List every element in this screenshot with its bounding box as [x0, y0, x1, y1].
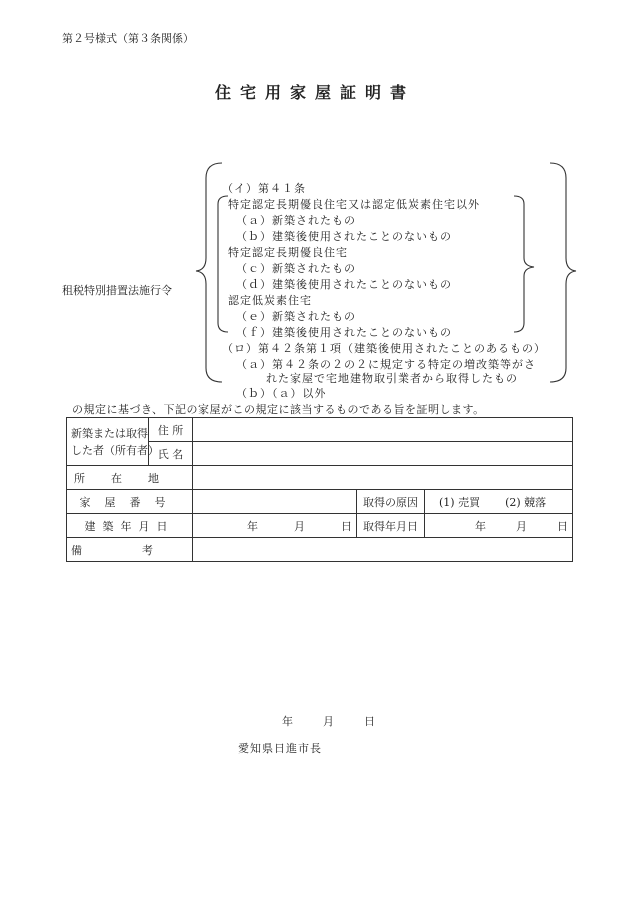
address-value[interactable] — [193, 418, 573, 442]
provision-ro-a-line2: れた家屋で宅地建物取引業者から取得したもの — [266, 372, 518, 385]
provision-d: （ｄ）建築後使用されたことのないもの — [236, 278, 452, 291]
inner-right-brace — [514, 196, 534, 332]
provision-ro-a-line1: （ａ）第４２条の２の２に規定する特定の増改築等がさ — [236, 358, 536, 371]
name-label: 氏 名 — [149, 442, 193, 466]
page-title: 住宅用家屋証明書 — [214, 83, 415, 102]
owner-label: 新築または取得 した者（所有者） — [67, 418, 149, 466]
certificate-table — [66, 417, 573, 562]
acquire-date-label: 取得年月日 — [357, 514, 425, 538]
house-number-label: 家屋番号 — [67, 490, 193, 514]
remarks-value[interactable] — [193, 538, 573, 562]
provision-b: （ｂ）建築後使用されたことのないもの — [236, 230, 452, 243]
provision-i-header: （イ）第４１条 — [222, 182, 306, 195]
house-number-value[interactable] — [193, 490, 357, 514]
name-value[interactable] — [193, 442, 573, 466]
provision-ro-b: （ｂ）（ａ）以外 — [236, 387, 327, 400]
location-value[interactable] — [193, 466, 573, 490]
form-number: 第２号様式（第３条関係） — [62, 32, 194, 45]
provision-group1: 特定認定長期優良住宅又は認定低炭素住宅以外 — [228, 198, 480, 211]
provision-group3: 認定低炭素住宅 — [228, 294, 312, 307]
cause-auction: (2) 競落 — [505, 495, 547, 509]
address-label: 住 所 — [149, 418, 193, 442]
remarks-label: 備考 — [67, 538, 193, 562]
provision-e: （ｅ）新築されたもの — [236, 310, 356, 323]
build-date-label: 建築年月日 — [67, 514, 193, 538]
provision-ro-header: （ロ）第４２条第１項（建築後使用されたことのあるもの） — [222, 342, 546, 355]
table-row — [67, 514, 573, 538]
table-row — [67, 466, 573, 490]
inner-left-bracket — [218, 196, 228, 332]
outer-right-brace — [550, 163, 576, 382]
basis-statement: の規定に基づき、下記の家屋がこの規定に該当するものである旨を証明します。 — [72, 403, 485, 416]
build-date-value[interactable]: 年 月 日 — [193, 514, 357, 538]
issue-date: 年 月 日 — [282, 715, 375, 728]
provision-group2: 特定認定長期優良住宅 — [228, 246, 348, 259]
table-row — [67, 418, 573, 442]
cause-sale: (1) 売買 — [439, 495, 481, 509]
acquire-date-value[interactable]: 年 月 日 — [425, 514, 573, 538]
acquisition-cause-label: 取得の原因 — [357, 490, 425, 514]
location-label: 所在地 — [67, 466, 193, 490]
provision-a: （ａ）新築されたもの — [236, 214, 356, 227]
table-row — [67, 538, 573, 562]
issuer-mayor: 愛知県日進市長 — [238, 742, 322, 755]
acquisition-cause-value — [425, 490, 573, 514]
law-name: 租税特別措置法施行令 — [62, 284, 172, 297]
table-row — [67, 490, 573, 514]
provision-f: （ｆ）建築後使用されたことのないもの — [236, 326, 452, 339]
provision-c: （ｃ）新築されたもの — [236, 262, 356, 275]
